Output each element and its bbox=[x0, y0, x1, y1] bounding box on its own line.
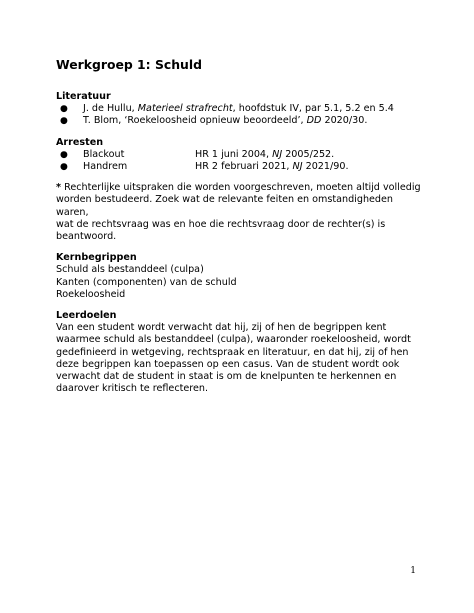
note-star: * bbox=[56, 182, 62, 194]
leerdoelen-section bbox=[56, 310, 428, 395]
bullet-icon: ● bbox=[60, 162, 68, 173]
leerdoelen-heading: Leerdoelen bbox=[56, 310, 117, 322]
leerdoelen-line: daarover kritisch te reflecteren. bbox=[56, 383, 209, 395]
page-title: Werkgroep 1: Schuld bbox=[56, 57, 202, 72]
leerdoelen-line: Van een student wordt verwacht dat hij, zij of hen de begrippen kent bbox=[56, 322, 387, 334]
literatuur-item bbox=[56, 103, 428, 115]
bullet-icon: ● bbox=[60, 149, 68, 160]
arrest-item bbox=[56, 161, 428, 173]
kernbegrippen-section bbox=[56, 252, 428, 301]
leerdoelen-line: verwacht dat de student in staat is om de knelpunten te herkennen en bbox=[56, 371, 397, 383]
kernbegrip-item: Schuld als bestanddeel (culpa) bbox=[56, 264, 204, 276]
leerdoelen-line: waarmee schuld als bestanddeel (culpa), waaronder roekeloosheid, wordt bbox=[56, 334, 411, 346]
leerdoelen-line: deze begrippen kan toepassen op een casus. Van de student wordt ook bbox=[56, 358, 400, 370]
bullet-icon: ● bbox=[60, 116, 68, 127]
bullet-icon: ● bbox=[60, 104, 68, 115]
arrest-reference: HR 1 juni 2004, NJ 2005/252. bbox=[195, 148, 335, 160]
document-content bbox=[56, 57, 428, 404]
kernbegrip-item: Kanten (componenten) van de schuld bbox=[56, 276, 237, 288]
arrest-name: Handrem bbox=[83, 161, 128, 173]
literatuur-section bbox=[56, 91, 428, 128]
leerdoelen-line: gedefinieerd in wetgeving, rechtspraak en literatuur, en dat hij, zij of hen bbox=[56, 346, 409, 358]
arrest-reference: HR 2 februari 2021, NJ 2021/90. bbox=[195, 161, 349, 173]
note-paragraph: * Rechterlijke uitspraken die worden voorgeschreven, moeten altijd volledig worden bestudeerd. Zoek wat de relevante feiten en omstandigheden waren, wat de rechtsvraag was en hoe die rechtsvraag door de rechter(s) is beantwoord. bbox=[56, 182, 421, 243]
arrest-name: Blackout bbox=[83, 148, 125, 160]
kernbegrippen-heading: Kernbegrippen bbox=[56, 252, 137, 264]
kernbegrip-item: Roekeloosheid bbox=[56, 288, 126, 300]
arresten-section bbox=[56, 137, 428, 174]
literatuur-heading: Literatuur bbox=[56, 91, 111, 102]
literatuur-item bbox=[56, 115, 428, 127]
arrest-item bbox=[56, 149, 428, 161]
literatuur-item-text: J. de Hullu, Materieel strafrecht, hoofdstuk IV, par 5.1, 5.2 en 5.4 bbox=[83, 103, 394, 115]
page-number: 1 bbox=[410, 566, 416, 576]
literatuur-item-text: T. Blom, ‘Roekeloosheid opnieuw beoordeeld’, DD 2020/30. bbox=[83, 115, 368, 127]
arresten-heading: Arresten bbox=[56, 136, 104, 148]
